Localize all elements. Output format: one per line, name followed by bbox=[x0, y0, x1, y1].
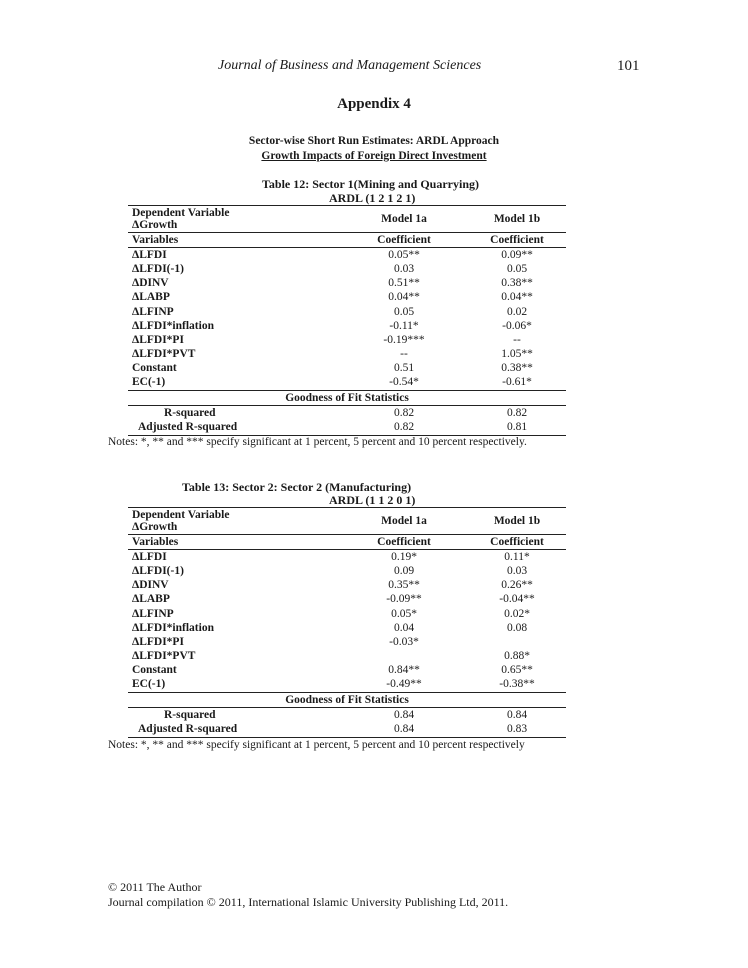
stat-a: 0.82 bbox=[393, 406, 415, 419]
column-header-row bbox=[128, 535, 566, 550]
coef-b: 0.38** bbox=[501, 277, 533, 290]
coef-b: -- bbox=[513, 333, 521, 346]
variable-name: ΔLFINP bbox=[132, 607, 174, 620]
coef-b: 0.05 bbox=[506, 262, 528, 275]
variable-name: ΔLFDI bbox=[132, 248, 167, 261]
model-1b-header: Model 1b bbox=[468, 508, 566, 535]
coef-a: -0.49** bbox=[386, 678, 422, 691]
coefficient-header-a: Coefficient bbox=[340, 233, 468, 248]
variable-name: ΔLFINP bbox=[132, 305, 174, 318]
coef-a: -- bbox=[400, 348, 408, 361]
appendix-title: Appendix 4 bbox=[337, 96, 411, 112]
coef-b: 0.11* bbox=[504, 550, 530, 563]
coef-b: -0.04** bbox=[499, 593, 535, 606]
variable-name: ΔLFDI*inflation bbox=[132, 319, 214, 332]
table-row bbox=[128, 262, 566, 276]
table-13-ardl: ARDL (1 1 2 0 1) bbox=[329, 493, 416, 507]
table-row bbox=[128, 635, 566, 649]
table-row bbox=[128, 420, 566, 435]
coefficient-header-b: Coefficient bbox=[468, 233, 566, 248]
variable-name: ΔLFDI*PVT bbox=[132, 650, 196, 663]
stat-b: 0.82 bbox=[506, 406, 528, 419]
variable-name: ΔLFDI*PI bbox=[132, 635, 184, 648]
table-row bbox=[128, 406, 566, 421]
variables-header: Variables bbox=[128, 535, 340, 550]
table-row bbox=[128, 664, 566, 678]
table-12-caption: Table 12: Sector 1(Mining and Quarrying) bbox=[262, 177, 480, 191]
table-row bbox=[128, 277, 566, 291]
stat-b: 0.84 bbox=[506, 708, 528, 721]
variables-header: Variables bbox=[128, 233, 340, 248]
coef-b: 0.08 bbox=[506, 621, 528, 634]
table-row bbox=[128, 305, 566, 319]
stat-b: 0.83 bbox=[468, 722, 566, 737]
stat-label: Adjusted R-squared bbox=[128, 722, 340, 737]
dependent-variable-label bbox=[128, 508, 340, 535]
coef-a: 0.09 bbox=[393, 564, 415, 577]
stat-a: 0.84 bbox=[340, 722, 468, 737]
table-13 bbox=[128, 507, 566, 738]
coef-a: 0.51 bbox=[393, 362, 415, 375]
table-12-ardl: ARDL (1 2 1 2 1) bbox=[329, 191, 416, 205]
table-12-notes: Notes: *, ** and *** specify significant at 1 percent, 5 percent and 10 percent respectively. bbox=[108, 436, 527, 448]
table-row bbox=[128, 564, 566, 578]
coef-b: 0.09** bbox=[501, 248, 533, 261]
coef-b: -0.38** bbox=[499, 678, 535, 691]
stat-label: R-squared bbox=[164, 708, 216, 721]
coef-a: -0.19*** bbox=[383, 333, 425, 346]
section-subtitle-underlined: Growth Impacts of Foreign Direct Investment bbox=[261, 150, 487, 162]
goodness-of-fit-header-row bbox=[128, 391, 566, 406]
variable-name: ΔLFDI*inflation bbox=[132, 621, 214, 634]
coef-a: 0.35** bbox=[388, 579, 420, 592]
dependent-variable-line1: Dependent Variable bbox=[132, 509, 230, 521]
variable-name: ΔLABP bbox=[132, 593, 170, 606]
variable-name: ΔLFDI(-1) bbox=[132, 564, 184, 577]
variable-name: Constant bbox=[132, 664, 177, 677]
table-row bbox=[128, 708, 566, 723]
coef-a: 0.04** bbox=[388, 291, 420, 304]
coef-b: 0.65** bbox=[501, 664, 533, 677]
table-13-caption: Table 13: Sector 2: Sector 2 (Manufacturing) bbox=[182, 480, 412, 494]
table-row bbox=[128, 291, 566, 305]
coef-b: 0.03 bbox=[506, 564, 528, 577]
variable-name: ΔDINV bbox=[132, 579, 169, 592]
stat-a: 0.82 bbox=[340, 420, 468, 435]
table-row bbox=[128, 678, 566, 693]
table-header-row bbox=[128, 508, 566, 535]
stat-b: 0.81 bbox=[468, 420, 566, 435]
variable-name: ΔDINV bbox=[132, 277, 169, 290]
variable-name: ΔLFDI*PVT bbox=[132, 348, 196, 361]
dependent-variable-line2: ΔGrowth bbox=[132, 219, 178, 231]
coef-a: 0.84** bbox=[388, 664, 420, 677]
coef-a: -0.09** bbox=[386, 593, 422, 606]
model-1a-header: Model 1a bbox=[340, 206, 468, 233]
coef-b: 1.05** bbox=[501, 348, 533, 361]
table-13-notes: Notes: *, ** and *** specify significant at 1 percent, 5 percent and 10 percent respectively bbox=[108, 739, 525, 751]
coef-b: 0.04** bbox=[501, 291, 533, 304]
table-12 bbox=[128, 205, 566, 436]
variable-name: ΔLABP bbox=[132, 291, 170, 304]
coef-a: -0.54* bbox=[389, 376, 419, 389]
table-row bbox=[128, 319, 566, 333]
coef-a: 0.05 bbox=[393, 305, 415, 318]
table-header-row bbox=[128, 206, 566, 233]
coef-b: 0.02 bbox=[506, 305, 528, 318]
stat-a: 0.84 bbox=[393, 708, 415, 721]
coef-b: 0.26** bbox=[501, 579, 533, 592]
coef-b: 0.38** bbox=[501, 362, 533, 375]
table-row bbox=[128, 593, 566, 607]
footer-compilation: Journal compilation © 2011, International Islamic University Publishing Ltd, 2011. bbox=[108, 895, 509, 909]
table-row bbox=[128, 621, 566, 635]
table-row bbox=[128, 579, 566, 593]
model-1a-header: Model 1a bbox=[340, 508, 468, 535]
coef-a bbox=[340, 650, 468, 664]
coef-a: 0.05** bbox=[388, 248, 420, 261]
dependent-variable-label bbox=[128, 206, 340, 233]
table-row bbox=[128, 650, 566, 664]
goodness-of-fit-title: Goodness of Fit Statistics bbox=[128, 693, 566, 708]
variable-name: Constant bbox=[132, 362, 177, 375]
coef-a: 0.03 bbox=[393, 262, 415, 275]
table-row bbox=[128, 722, 566, 737]
coef-a: 0.51** bbox=[388, 277, 420, 290]
variable-name: EC(-1) bbox=[132, 678, 166, 691]
coef-a: -0.11* bbox=[389, 319, 419, 332]
coef-b: -0.61* bbox=[502, 376, 532, 389]
coef-a: 0.05* bbox=[391, 607, 417, 620]
table-row bbox=[128, 248, 566, 263]
table-row bbox=[128, 550, 566, 565]
coef-b: 0.02* bbox=[504, 607, 530, 620]
stat-label: Adjusted R-squared bbox=[128, 420, 340, 435]
stat-label: R-squared bbox=[164, 406, 216, 419]
variable-name: EC(-1) bbox=[132, 376, 166, 389]
table-row bbox=[128, 376, 566, 391]
section-subtitle: Sector-wise Short Run Estimates: ARDL Approach bbox=[248, 135, 500, 147]
coef-a: 0.04 bbox=[393, 621, 415, 634]
journal-title: Journal of Business and Management Sciences bbox=[218, 58, 482, 73]
dependent-variable-line1: Dependent Variable bbox=[132, 207, 230, 219]
table-row bbox=[128, 607, 566, 621]
coefficient-header-a: Coefficient bbox=[340, 535, 468, 550]
column-header-row bbox=[128, 233, 566, 248]
table-row bbox=[128, 333, 566, 347]
table-row bbox=[128, 348, 566, 362]
coef-b bbox=[468, 635, 566, 649]
coef-a: 0.19* bbox=[391, 550, 417, 563]
dependent-variable-line2: ΔGrowth bbox=[132, 521, 178, 533]
coef-b: -0.06* bbox=[502, 319, 532, 332]
footer-copyright: © 2011 The Author bbox=[108, 880, 202, 894]
variable-name: ΔLFDI*PI bbox=[132, 333, 184, 346]
coef-a: -0.03* bbox=[389, 635, 419, 648]
goodness-of-fit-header-row bbox=[128, 693, 566, 708]
coefficient-header-b: Coefficient bbox=[468, 535, 566, 550]
page-number: 101 bbox=[617, 58, 640, 74]
variable-name: ΔLFDI bbox=[132, 550, 167, 563]
coef-b: 0.88* bbox=[504, 650, 530, 663]
model-1b-header: Model 1b bbox=[468, 206, 566, 233]
goodness-of-fit-title: Goodness of Fit Statistics bbox=[128, 391, 566, 406]
table-row bbox=[128, 362, 566, 376]
variable-name: ΔLFDI(-1) bbox=[132, 262, 184, 275]
